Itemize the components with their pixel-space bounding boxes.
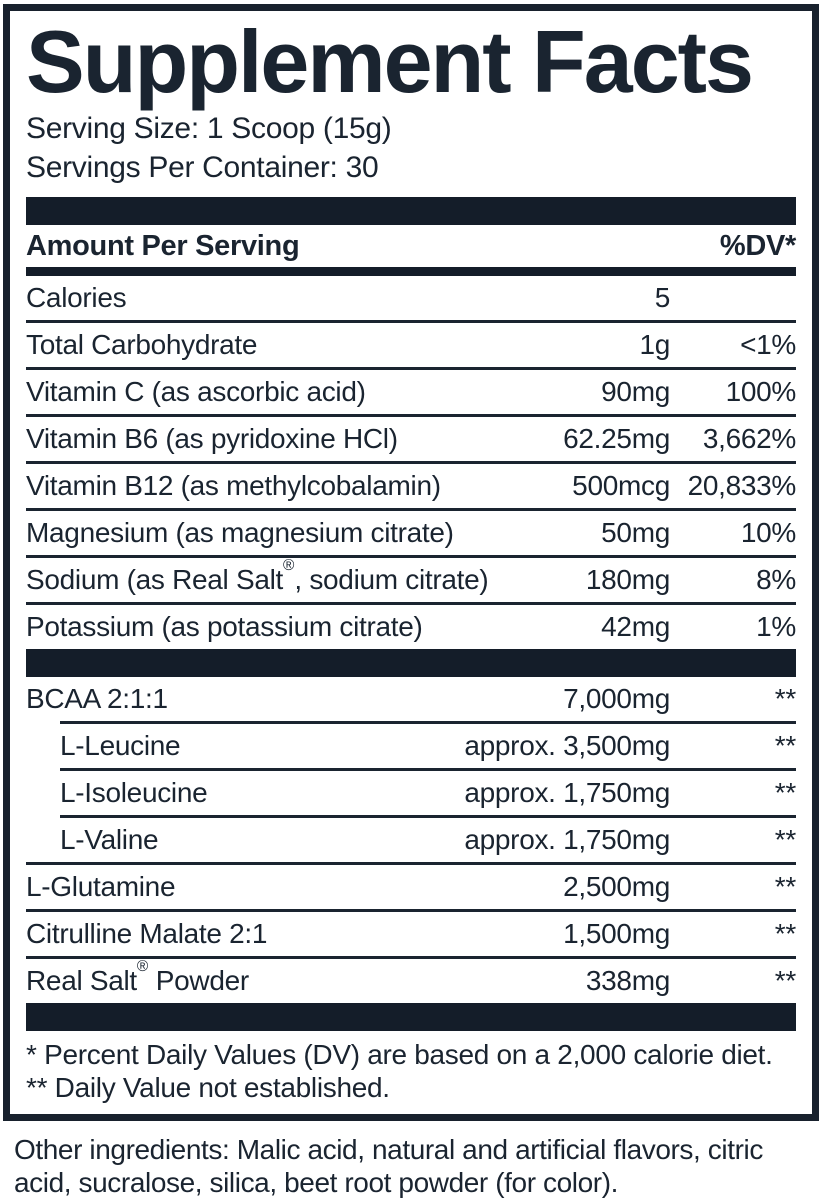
table-row: [26, 558, 796, 602]
nutrient-name: Total Carbohydrate: [26, 329, 258, 360]
nutrient-dv: 10%: [740, 517, 796, 548]
servings-per-container-text: Servings Per Container: 30: [26, 151, 379, 184]
nutrient-name: Magnesium (as magnesium citrate): [26, 517, 454, 548]
nutrient-dv: **: [774, 777, 796, 808]
table-row: [26, 605, 796, 649]
nutrient-amount: 338mg: [585, 965, 670, 996]
page-title: Supplement Facts: [26, 12, 752, 111]
nutrient-name: Vitamin C (as ascorbic acid): [26, 376, 366, 407]
nutrient-amount: 1g: [639, 329, 670, 360]
nutrient-amount: approx. 1,750mg: [464, 777, 670, 808]
nutrient-name: Citrulline Malate 2:1: [26, 918, 268, 949]
nutrient-name: L-Isoleucine: [60, 777, 208, 808]
table-row: [26, 511, 796, 555]
nutrient-name: BCAA 2:1:1: [26, 683, 168, 714]
nutrient-amount: 50mg: [601, 517, 670, 548]
nutrient-amount: 1,500mg: [563, 918, 670, 949]
table-row: [26, 370, 796, 414]
footnotes: [26, 1031, 796, 1114]
nutrient-dv: 1%: [756, 611, 796, 642]
table-row: [26, 464, 796, 508]
nutrient-name: Calories: [26, 282, 127, 313]
nutrient-dv: <1%: [740, 329, 796, 360]
nutrient-name: Real Salt® Powder: [26, 958, 249, 996]
nutrient-name: L-Valine: [60, 824, 159, 855]
table-row: [26, 912, 796, 956]
nutrient-amount: 42mg: [601, 611, 670, 642]
supplement-facts-panel: [3, 4, 819, 1121]
table-row: [26, 771, 796, 815]
nutrient-dv: **: [774, 730, 796, 761]
nutrient-dv: 20,833%: [687, 470, 796, 501]
table-row: [26, 959, 796, 1003]
nutrient-name: L-Glutamine: [26, 871, 176, 902]
nutrient-amount: approx. 3,500mg: [464, 730, 670, 761]
nutrient-dv: 3,662%: [702, 423, 796, 454]
table-row: [26, 865, 796, 909]
not-established-footnote: ** Daily Value not established.: [26, 1072, 390, 1103]
other-ingredients-text: Other ingredients: Malic acid, natural and artificial flavors, citric acid, sucralose, silica, beet root powder (for color).: [14, 1134, 763, 1198]
serving-size-text: Serving Size: 1 Scoop (15g): [26, 112, 392, 145]
amount-per-serving-header: Amount Per Serving: [26, 229, 300, 262]
percent-dv-header: %DV*: [719, 229, 796, 262]
table-row: [26, 417, 796, 461]
nutrient-amount: 500mcg: [572, 470, 670, 501]
nutrient-dv: **: [774, 918, 796, 949]
section-bar-bottom: [26, 1003, 796, 1031]
table-row: [26, 323, 796, 367]
nutrient-amount: 7,000mg: [563, 683, 670, 714]
nutrient-name: Vitamin B12 (as methylcobalamin): [26, 470, 441, 501]
section-bar-top: [26, 197, 796, 225]
table-row: [26, 724, 796, 768]
nutrient-name: Vitamin B6 (as pyridoxine HCl): [26, 423, 398, 454]
nutrient-dv: 100%: [725, 376, 796, 407]
table-row: [26, 818, 796, 862]
nutrient-name: Potassium (as potassium citrate): [26, 611, 423, 642]
header-underline-bar: [26, 267, 796, 276]
table-row: [26, 677, 796, 721]
nutrient-amount: 180mg: [585, 564, 670, 595]
nutrient-dv: **: [774, 871, 796, 902]
nutrient-amount: 62.25mg: [563, 423, 670, 454]
table-header-row: [26, 225, 796, 267]
nutrient-amount: 90mg: [601, 376, 670, 407]
table-row: [26, 276, 796, 320]
nutrient-dv: **: [774, 683, 796, 714]
nutrient-amount: approx. 1,750mg: [464, 824, 670, 855]
nutrient-dv: 8%: [756, 564, 796, 595]
nutrient-dv: **: [774, 965, 796, 996]
nutrient-name: L-Leucine: [60, 730, 181, 761]
section-bar-middle: [26, 649, 796, 677]
dv-footnote: * Percent Daily Values (DV) are based on a 2,000 calorie diet.: [26, 1039, 773, 1070]
spacer: [26, 187, 796, 197]
nutrient-name: Sodium (as Real Salt®, sodium citrate): [26, 557, 489, 595]
nutrient-amount: 5: [654, 282, 670, 313]
nutrient-amount: 2,500mg: [563, 871, 670, 902]
nutrient-dv: **: [774, 824, 796, 855]
